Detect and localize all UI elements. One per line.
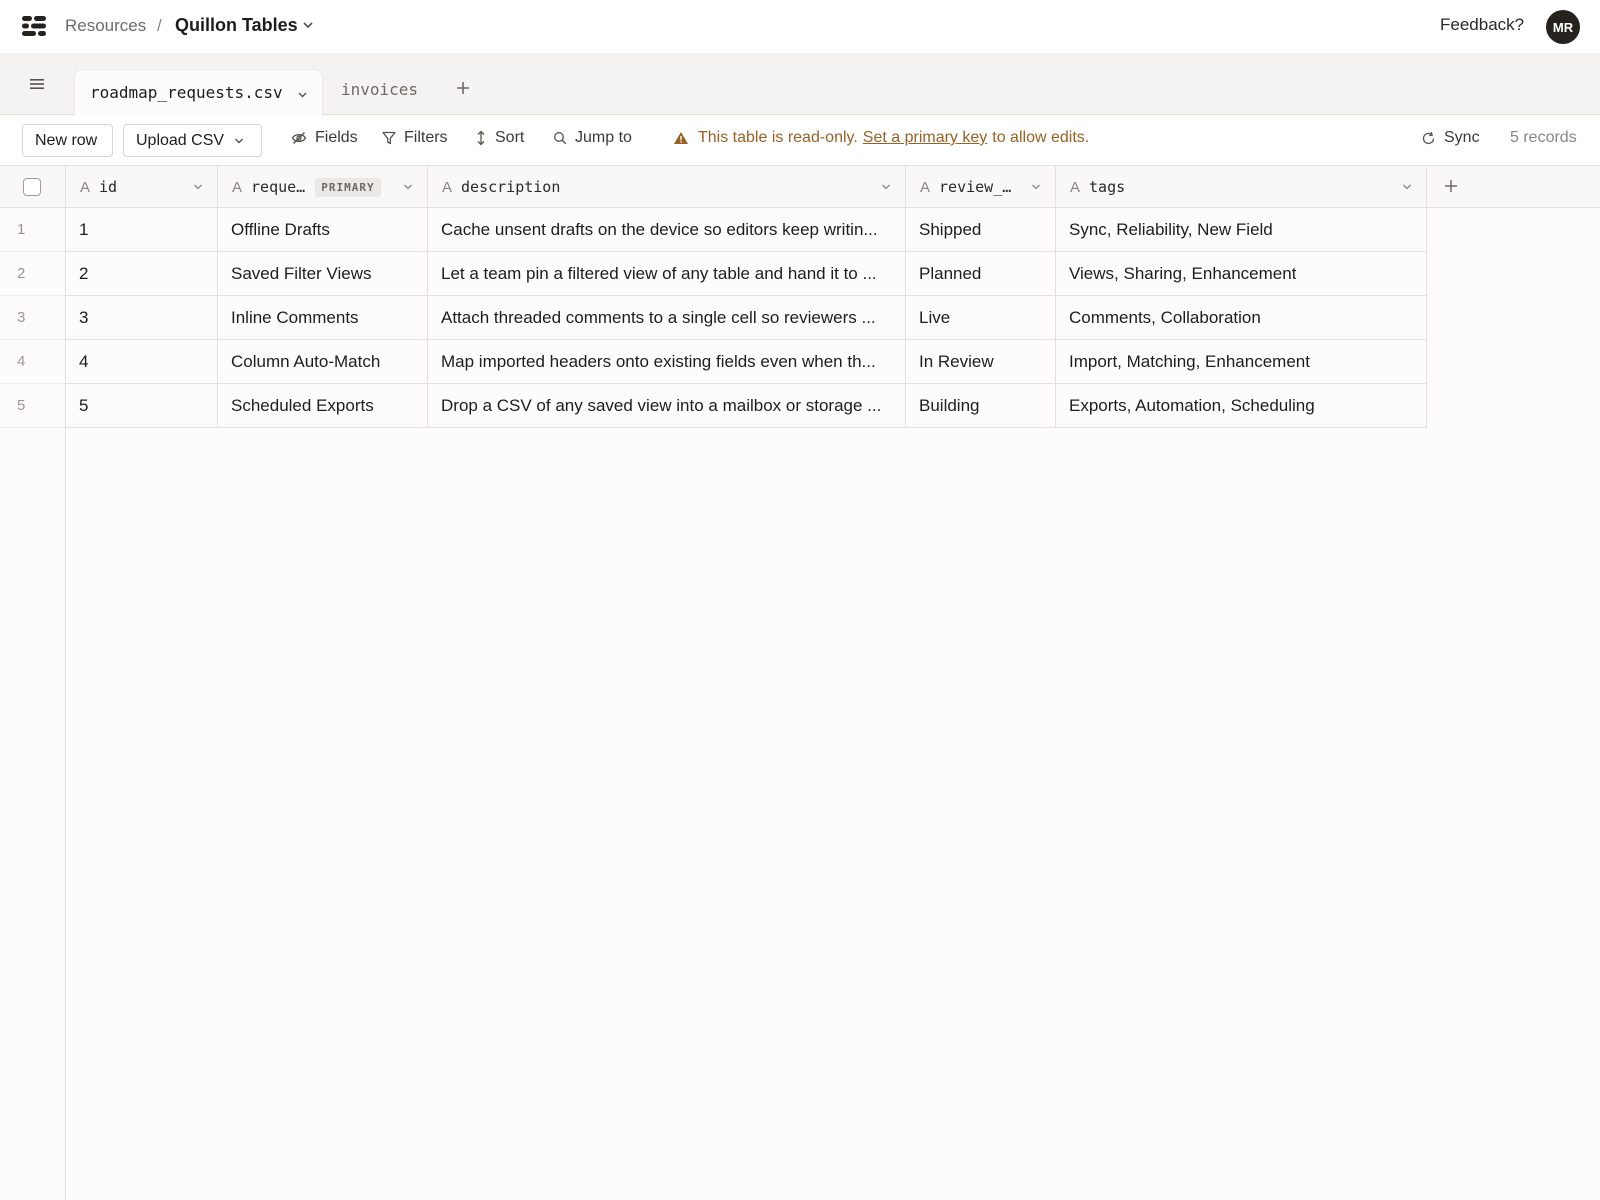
cell-value: Building — [919, 395, 980, 415]
add-tab-icon[interactable] — [454, 79, 472, 97]
column-name: reque… — [251, 178, 306, 196]
upload-csv-label: Upload CSV — [136, 131, 225, 149]
sort-button[interactable] — [475, 129, 524, 147]
warning-text: This table is read-only. — [698, 129, 858, 146]
cell-value: Views, Sharing, Enhancement — [1069, 263, 1297, 283]
cell-value: Comments, Collaboration — [1069, 307, 1261, 327]
cell-review[interactable] — [906, 296, 1056, 340]
search-icon — [553, 131, 567, 145]
avatar[interactable]: MR — [1546, 10, 1580, 44]
cell-value: In Review — [919, 351, 994, 371]
top-bar — [0, 0, 1600, 53]
filter-icon — [382, 131, 396, 145]
cell-value: 4 — [79, 351, 89, 371]
cell-review[interactable] — [906, 252, 1056, 296]
data-grid — [0, 166, 1600, 1200]
column-header-request[interactable] — [218, 166, 428, 208]
chevron-down-icon[interactable] — [1402, 183, 1412, 191]
tab-roadmap-requests[interactable] — [74, 69, 323, 116]
primary-key-badge: PRIMARY — [315, 178, 380, 197]
column-name: id — [99, 178, 118, 196]
text-type-icon: A — [920, 178, 931, 196]
fields-button[interactable] — [291, 129, 358, 147]
fields-label: Fields — [315, 129, 358, 146]
cell-value: Live — [919, 307, 951, 327]
cell-value: Inline Comments — [231, 307, 359, 327]
chevron-down-icon[interactable] — [881, 183, 891, 191]
column-header-review[interactable] — [906, 166, 1056, 208]
cell-tags[interactable] — [1056, 252, 1427, 296]
chevron-down-icon[interactable] — [1031, 183, 1041, 191]
cell-id[interactable] — [66, 340, 218, 384]
cell-value: 5 — [79, 395, 89, 415]
chevron-down-icon[interactable] — [193, 183, 203, 191]
cell-tags[interactable] — [1056, 340, 1427, 384]
table-row[interactable] — [0, 252, 1427, 296]
text-type-icon: A — [80, 178, 91, 196]
cell-id[interactable] — [66, 252, 218, 296]
app-logo-icon[interactable] — [22, 15, 46, 37]
cell-value: Map imported headers onto existing fields even when th... — [441, 351, 876, 371]
cell-review[interactable] — [906, 208, 1056, 252]
row-number: 5 — [0, 384, 65, 428]
cell-value: Exports, Automation, Scheduling — [1069, 395, 1315, 415]
new-row-label: New row — [35, 131, 98, 149]
feedback-link[interactable]: Feedback? — [1440, 15, 1525, 34]
refresh-icon — [1421, 131, 1436, 146]
cell-value: Cache unsent drafts on the device so editors keep writin... — [441, 219, 878, 239]
table-row[interactable] — [0, 340, 1427, 384]
breadcrumb-root[interactable]: Resources — [65, 16, 147, 35]
cell-value: Scheduled Exports — [231, 395, 374, 415]
cell-description[interactable] — [428, 252, 906, 296]
table-row[interactable] — [0, 296, 1427, 340]
row-number: 3 — [0, 296, 65, 340]
chevron-down-icon[interactable] — [302, 20, 314, 30]
cell-value: Column Auto-Match — [231, 351, 381, 371]
cell-review[interactable] — [906, 384, 1056, 428]
breadcrumb-current[interactable]: Quillon Tables — [175, 15, 298, 35]
breadcrumb-separator: / — [157, 16, 162, 35]
chevron-down-icon[interactable] — [297, 90, 308, 99]
cell-description[interactable] — [428, 340, 906, 384]
cell-tags[interactable] — [1056, 384, 1427, 428]
tab-label: roadmap_requests.csv — [90, 83, 283, 102]
tab-bar — [0, 53, 1600, 115]
cell-request[interactable] — [218, 252, 428, 296]
cell-description[interactable] — [428, 208, 906, 252]
filters-label: Filters — [404, 129, 448, 146]
column-name: tags — [1089, 178, 1126, 196]
chevron-down-icon[interactable] — [403, 183, 413, 191]
column-header-tags[interactable] — [1056, 166, 1427, 208]
row-number: 1 — [0, 208, 65, 252]
row-number: 2 — [0, 252, 65, 296]
sort-icon — [475, 130, 487, 146]
cell-tags[interactable] — [1056, 296, 1427, 340]
column-name: description — [461, 178, 561, 196]
text-type-icon: A — [1070, 178, 1081, 196]
cell-id[interactable] — [66, 208, 218, 252]
select-all-checkbox[interactable] — [23, 178, 41, 196]
menu-icon[interactable] — [28, 76, 46, 92]
table-row[interactable] — [0, 208, 1427, 252]
cell-value: Import, Matching, Enhancement — [1069, 351, 1310, 371]
sync-button[interactable] — [1421, 129, 1480, 147]
cell-review[interactable] — [906, 340, 1056, 384]
read-only-warning — [673, 129, 1089, 147]
column-header-row — [0, 166, 1600, 208]
row-number: 4 — [0, 340, 65, 384]
cell-value: Sync, Reliability, New Field — [1069, 219, 1273, 239]
select-all-cell — [0, 166, 66, 208]
new-row-button[interactable] — [22, 124, 113, 157]
jump-to-label: Jump to — [575, 129, 632, 146]
cell-value: 3 — [79, 307, 89, 327]
cell-value: Planned — [919, 263, 982, 283]
cell-value: 2 — [79, 263, 89, 283]
tab-invoices[interactable]: invoices — [341, 80, 419, 99]
column-header-description[interactable] — [428, 166, 906, 208]
cell-request[interactable] — [218, 208, 428, 252]
table-row[interactable] — [0, 384, 1427, 428]
cell-id[interactable] — [66, 296, 218, 340]
cell-description[interactable] — [428, 296, 906, 340]
cell-value: Attach threaded comments to a single cell so reviewers ... — [441, 307, 876, 327]
record-count: 5 records — [1510, 129, 1577, 146]
filters-button[interactable] — [382, 129, 448, 147]
eye-off-icon — [291, 131, 307, 145]
add-column-icon[interactable] — [1443, 178, 1459, 194]
text-type-icon: A — [442, 178, 453, 196]
cell-request[interactable] — [218, 340, 428, 384]
cell-value: Drop a CSV of any saved view into a mailbox or storage ... — [441, 395, 882, 415]
upload-csv-button[interactable] — [123, 124, 262, 157]
cell-request[interactable] — [218, 296, 428, 340]
cell-request[interactable] — [218, 384, 428, 428]
column-header-id[interactable] — [66, 166, 218, 208]
cell-tags[interactable] — [1056, 208, 1427, 252]
chevron-down-icon — [234, 137, 244, 145]
cell-value: Let a team pin a filtered view of any table and hand it to ... — [441, 263, 877, 283]
text-type-icon: A — [232, 178, 243, 196]
cell-description[interactable] — [428, 384, 906, 428]
jump-to-button[interactable] — [553, 129, 632, 147]
column-name: review_… — [939, 178, 1012, 196]
toolbar — [0, 116, 1600, 166]
cell-value: Saved Filter Views — [231, 263, 372, 283]
set-primary-key-link[interactable]: Set a primary key — [862, 129, 988, 146]
cell-id[interactable] — [66, 384, 218, 428]
cell-value: Shipped — [919, 219, 982, 239]
warning-icon — [673, 131, 689, 145]
warning-text-suffix: to allow edits. — [992, 129, 1090, 146]
cell-value: 1 — [79, 219, 89, 239]
cell-value: Offline Drafts — [231, 219, 330, 239]
sync-label: Sync — [1444, 129, 1480, 146]
sort-label: Sort — [495, 129, 525, 146]
